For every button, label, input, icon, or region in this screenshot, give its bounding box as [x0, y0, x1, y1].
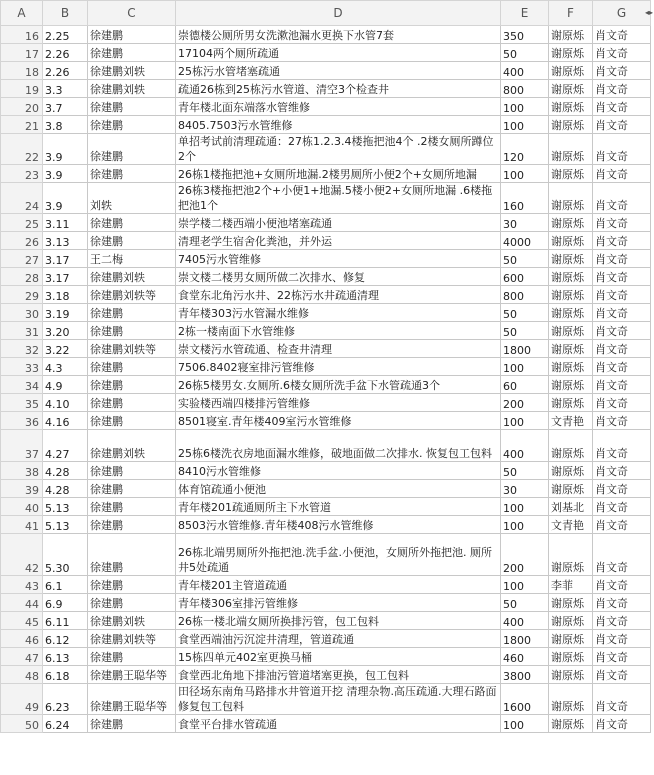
row-header[interactable]: 37: [1, 430, 43, 462]
cell-date[interactable]: 3.17: [43, 250, 88, 268]
cell-amount[interactable]: 160: [501, 183, 549, 214]
table-row: [1, 134, 651, 165]
table-row: [1, 376, 651, 394]
table-row: [1, 250, 651, 268]
cell-amount[interactable]: 100: [501, 715, 549, 733]
cell-amount[interactable]: 100: [501, 498, 549, 516]
row-header[interactable]: 24: [1, 183, 43, 214]
cell-approver[interactable]: 谢原烁: [549, 358, 593, 376]
cell-worker[interactable]: 徐建鹏: [88, 214, 176, 232]
cell-approver[interactable]: 谢原烁: [549, 44, 593, 62]
cell-date[interactable]: 3.9: [43, 183, 88, 214]
cell-description[interactable]: 体育馆疏通小便池: [176, 480, 501, 498]
cell-approver[interactable]: 谢原烁: [549, 612, 593, 630]
cell-reviewer[interactable]: 肖文奇: [593, 715, 651, 733]
cell-date[interactable]: 6.13: [43, 648, 88, 666]
cell-reviewer[interactable]: 肖文奇: [593, 340, 651, 358]
cell-amount[interactable]: 3800: [501, 666, 549, 684]
table-row: [1, 412, 651, 430]
cell-description[interactable]: 26栋5楼男女.女厕所.6楼女厕所洗手盆下水管疏通3个: [176, 376, 501, 394]
cell-worker[interactable]: 徐建鹏王聪华等: [88, 666, 176, 684]
cell-description[interactable]: 田径场东南角马路排水井管道开挖 清理杂物.高压疏通.大理石路面修复包工包料: [176, 684, 501, 715]
cell-approver[interactable]: 文青艳: [549, 516, 593, 534]
table-row: [1, 80, 651, 98]
row-header[interactable]: 25: [1, 214, 43, 232]
row-header[interactable]: 47: [1, 648, 43, 666]
cell-date[interactable]: 5.30: [43, 534, 88, 576]
cell-worker[interactable]: 徐建鹏: [88, 134, 176, 165]
row-header[interactable]: 20: [1, 98, 43, 116]
cell-approver[interactable]: 谢原烁: [549, 462, 593, 480]
row-header[interactable]: 46: [1, 630, 43, 648]
cell-description[interactable]: 25栋6楼洗衣房地面漏水维修，破地面做二次排水. 恢复包工包料: [176, 430, 501, 462]
row-header[interactable]: 18: [1, 62, 43, 80]
cell-approver[interactable]: 谢原烁: [549, 534, 593, 576]
cell-date[interactable]: 6.18: [43, 666, 88, 684]
cell-description[interactable]: 食堂平台排水管疏通: [176, 715, 501, 733]
cell-worker[interactable]: 徐建鹏: [88, 648, 176, 666]
table-row: [1, 462, 651, 480]
cell-description[interactable]: 青年楼303污水管漏水维修: [176, 304, 501, 322]
cell-date[interactable]: 3.8: [43, 116, 88, 134]
cell-approver[interactable]: 谢原烁: [549, 594, 593, 612]
cell-amount[interactable]: 50: [501, 594, 549, 612]
row-header[interactable]: 42: [1, 534, 43, 576]
cell-amount[interactable]: 100: [501, 165, 549, 183]
cell-approver[interactable]: 谢原烁: [549, 480, 593, 498]
cell-reviewer[interactable]: 肖文奇: [593, 612, 651, 630]
row-header[interactable]: 49: [1, 684, 43, 715]
cell-worker[interactable]: 徐建鹏: [88, 480, 176, 498]
row-header[interactable]: 43: [1, 576, 43, 594]
row-header[interactable]: 22: [1, 134, 43, 165]
table-row: [1, 116, 651, 134]
cell-amount[interactable]: 400: [501, 430, 549, 462]
cell-description[interactable]: 7405污水管维修: [176, 250, 501, 268]
cell-description[interactable]: 实验楼西端四楼排污管维修: [176, 394, 501, 412]
cell-approver[interactable]: 谢原烁: [549, 630, 593, 648]
cell-amount[interactable]: 100: [501, 98, 549, 116]
cell-approver[interactable]: 谢原烁: [549, 430, 593, 462]
cell-worker[interactable]: 徐建鹏: [88, 576, 176, 594]
cell-approver[interactable]: 文青艳: [549, 412, 593, 430]
cell-description[interactable]: 26栋北端男厕所外拖把池.洗手盆.小便池，女厕所外拖把池. 厕所井5处疏通: [176, 534, 501, 576]
cell-worker[interactable]: 徐建鹏: [88, 715, 176, 733]
cell-approver[interactable]: 谢原烁: [549, 26, 593, 44]
table-row: [1, 268, 651, 286]
cell-date[interactable]: 4.16: [43, 412, 88, 430]
cell-approver[interactable]: 谢原烁: [549, 232, 593, 250]
cell-approver[interactable]: 谢原烁: [549, 183, 593, 214]
cell-reviewer[interactable]: 肖文奇: [593, 232, 651, 250]
table-row: [1, 534, 651, 576]
cell-description[interactable]: 8503污水管维修.青年楼408污水管维修: [176, 516, 501, 534]
row-header[interactable]: 40: [1, 498, 43, 516]
row-header[interactable]: 44: [1, 594, 43, 612]
cell-worker[interactable]: 徐建鹏: [88, 462, 176, 480]
cell-worker[interactable]: 徐建鹏: [88, 165, 176, 183]
cell-date[interactable]: 2.26: [43, 44, 88, 62]
row-header[interactable]: 23: [1, 165, 43, 183]
cell-amount[interactable]: 50: [501, 44, 549, 62]
cell-worker[interactable]: 徐建鹏: [88, 594, 176, 612]
cell-date[interactable]: 6.1: [43, 576, 88, 594]
cell-approver[interactable]: 谢原烁: [549, 214, 593, 232]
cell-date[interactable]: 6.23: [43, 684, 88, 715]
row-header[interactable]: 26: [1, 232, 43, 250]
column-header-b[interactable]: B: [43, 1, 88, 26]
cell-description[interactable]: 8410污水管维修: [176, 462, 501, 480]
table-row: [1, 304, 651, 322]
cell-description[interactable]: 青年楼北面东端落水管维修: [176, 98, 501, 116]
table-row: [1, 340, 651, 358]
cell-reviewer[interactable]: 肖文奇: [593, 322, 651, 340]
table-row: [1, 183, 651, 214]
cell-worker[interactable]: 徐建鹏: [88, 516, 176, 534]
cell-approver[interactable]: 谢原烁: [549, 322, 593, 340]
table-row: [1, 576, 651, 594]
cell-worker[interactable]: 徐建鹏: [88, 394, 176, 412]
cell-amount[interactable]: 200: [501, 394, 549, 412]
table-row: [1, 594, 651, 612]
cell-worker[interactable]: 刘轶: [88, 183, 176, 214]
cell-amount[interactable]: 50: [501, 322, 549, 340]
cell-amount[interactable]: 4000: [501, 232, 549, 250]
cell-reviewer[interactable]: 肖文奇: [593, 430, 651, 462]
cell-approver[interactable]: 谢原烁: [549, 715, 593, 733]
cell-description[interactable]: 25栋污水管堵塞疏通: [176, 62, 501, 80]
cell-worker[interactable]: 徐建鹏: [88, 358, 176, 376]
cell-approver[interactable]: 刘基北: [549, 498, 593, 516]
column-header-c[interactable]: C: [88, 1, 176, 26]
cell-date[interactable]: 3.7: [43, 98, 88, 116]
cell-date[interactable]: 4.27: [43, 430, 88, 462]
cell-date[interactable]: 3.17: [43, 268, 88, 286]
cell-date[interactable]: 3.19: [43, 304, 88, 322]
cell-worker[interactable]: 王二梅: [88, 250, 176, 268]
column-header-d[interactable]: D: [176, 1, 501, 26]
cell-amount[interactable]: 1800: [501, 630, 549, 648]
cell-worker[interactable]: 徐建鹏: [88, 116, 176, 134]
cell-approver[interactable]: 谢原烁: [549, 340, 593, 358]
cell-approver[interactable]: 谢原烁: [549, 80, 593, 98]
table-row: [1, 98, 651, 116]
cell-worker[interactable]: 徐建鹏: [88, 98, 176, 116]
row-header[interactable]: 34: [1, 376, 43, 394]
cell-reviewer[interactable]: 肖文奇: [593, 394, 651, 412]
cell-description[interactable]: 8405.7503污水管维修: [176, 116, 501, 134]
cell-worker[interactable]: 徐建鹏刘轶等: [88, 286, 176, 304]
cell-approver[interactable]: 谢原烁: [549, 134, 593, 165]
cell-approver[interactable]: 谢原烁: [549, 165, 593, 183]
table-row: [1, 394, 651, 412]
cell-approver[interactable]: 谢原烁: [549, 304, 593, 322]
cell-approver[interactable]: 谢原烁: [549, 394, 593, 412]
cell-date[interactable]: 3.9: [43, 165, 88, 183]
cell-reviewer[interactable]: 肖文奇: [593, 183, 651, 214]
cell-reviewer[interactable]: 肖文奇: [593, 630, 651, 648]
cell-worker[interactable]: 徐建鹏: [88, 534, 176, 576]
cell-amount[interactable]: 1600: [501, 684, 549, 715]
row-header[interactable]: 45: [1, 612, 43, 630]
row-header[interactable]: 16: [1, 26, 43, 44]
column-header-e[interactable]: E: [501, 1, 549, 26]
table-body: [1, 26, 651, 733]
table-row: [1, 214, 651, 232]
table-row: [1, 430, 651, 462]
cell-description[interactable]: 青年楼201疏通厕所主下水管道: [176, 498, 501, 516]
cell-amount[interactable]: 1800: [501, 340, 549, 358]
cell-worker[interactable]: 徐建鹏: [88, 232, 176, 250]
table-row: [1, 498, 651, 516]
row-header[interactable]: 32: [1, 340, 43, 358]
cell-date[interactable]: 4.3: [43, 358, 88, 376]
cell-reviewer[interactable]: 肖文奇: [593, 358, 651, 376]
cell-date[interactable]: 3.11: [43, 214, 88, 232]
cell-date[interactable]: 2.26: [43, 62, 88, 80]
cell-reviewer[interactable]: 肖文奇: [593, 214, 651, 232]
cell-amount[interactable]: 400: [501, 62, 549, 80]
cell-date[interactable]: 3.18: [43, 286, 88, 304]
cell-description[interactable]: 崇文楼二楼男女厕所做二次排水、修复: [176, 268, 501, 286]
cell-date[interactable]: 3.9: [43, 134, 88, 165]
cell-amount[interactable]: 100: [501, 412, 549, 430]
row-header[interactable]: 28: [1, 268, 43, 286]
row-header[interactable]: 17: [1, 44, 43, 62]
cell-description[interactable]: 食堂西端油污沉淀井清理，管道疏通: [176, 630, 501, 648]
table-row: [1, 480, 651, 498]
cell-worker[interactable]: 徐建鹏: [88, 44, 176, 62]
cell-description[interactable]: 青年楼306室排污管维修: [176, 594, 501, 612]
scroll-right-icon[interactable]: ◂▸: [644, 8, 653, 17]
cell-description[interactable]: 7506.8402寝室排污管维修: [176, 358, 501, 376]
table-row: [1, 715, 651, 733]
cell-date[interactable]: 3.13: [43, 232, 88, 250]
cell-date[interactable]: 4.10: [43, 394, 88, 412]
cell-description[interactable]: 单招考试前清理疏通：27栋1.2.3.4楼拖把池4个 .2楼女厕所蹲位2个: [176, 134, 501, 165]
cell-date[interactable]: 5.13: [43, 498, 88, 516]
cell-reviewer[interactable]: 肖文奇: [593, 286, 651, 304]
cell-approver[interactable]: 谢原烁: [549, 62, 593, 80]
table-row: [1, 612, 651, 630]
cell-description[interactable]: 崇学楼二楼西端小便池堵塞疏通: [176, 214, 501, 232]
cell-amount[interactable]: 800: [501, 80, 549, 98]
cell-worker[interactable]: 徐建鹏: [88, 412, 176, 430]
table-row: [1, 684, 651, 715]
cell-amount[interactable]: 50: [501, 462, 549, 480]
cell-description[interactable]: 崇德楼公厕所男女洗漱池漏水更换下水管7套: [176, 26, 501, 44]
row-header[interactable]: 19: [1, 80, 43, 98]
cell-date[interactable]: 6.9: [43, 594, 88, 612]
cell-approver[interactable]: 谢原烁: [549, 666, 593, 684]
cell-amount[interactable]: 600: [501, 268, 549, 286]
cell-worker[interactable]: 徐建鹏: [88, 322, 176, 340]
cell-amount[interactable]: 30: [501, 480, 549, 498]
cell-reviewer[interactable]: 肖文奇: [593, 594, 651, 612]
cell-date[interactable]: 6.12: [43, 630, 88, 648]
table-row: [1, 62, 651, 80]
cell-amount[interactable]: 50: [501, 250, 549, 268]
cell-worker[interactable]: 徐建鹏刘轶等: [88, 340, 176, 358]
row-header[interactable]: 41: [1, 516, 43, 534]
cell-description[interactable]: 清理老学生宿舍化粪池，并外运: [176, 232, 501, 250]
cell-date[interactable]: 6.11: [43, 612, 88, 630]
cell-description[interactable]: 17104两个厕所疏通: [176, 44, 501, 62]
cell-description[interactable]: 崇文楼污水管疏通、检查井清理: [176, 340, 501, 358]
cell-reviewer[interactable]: 肖文奇: [593, 376, 651, 394]
cell-reviewer[interactable]: 肖文奇: [593, 80, 651, 98]
cell-worker[interactable]: 徐建鹏王聪华等: [88, 684, 176, 715]
cell-description[interactable]: 8501寝室.青年楼409室污水管维修: [176, 412, 501, 430]
cell-reviewer[interactable]: 肖文奇: [593, 516, 651, 534]
row-header[interactable]: 35: [1, 394, 43, 412]
table-row: [1, 666, 651, 684]
cell-worker[interactable]: 徐建鹏刘轶: [88, 612, 176, 630]
row-header[interactable]: 39: [1, 480, 43, 498]
cell-reviewer[interactable]: 肖文奇: [593, 576, 651, 594]
column-header-f[interactable]: F: [549, 1, 593, 26]
cell-reviewer[interactable]: 肖文奇: [593, 304, 651, 322]
cell-amount[interactable]: 100: [501, 516, 549, 534]
cell-description[interactable]: 食堂西北角地下排油污管道堵塞更换，包工包料: [176, 666, 501, 684]
cell-approver[interactable]: 谢原烁: [549, 268, 593, 286]
cell-worker[interactable]: 徐建鹏: [88, 376, 176, 394]
cell-amount[interactable]: 100: [501, 358, 549, 376]
cell-reviewer[interactable]: 肖文奇: [593, 250, 651, 268]
cell-reviewer[interactable]: 肖文奇: [593, 98, 651, 116]
table-row: [1, 358, 651, 376]
row-header[interactable]: 36: [1, 412, 43, 430]
cell-date[interactable]: 3.20: [43, 322, 88, 340]
cell-amount[interactable]: 350: [501, 26, 549, 44]
table-row: [1, 322, 651, 340]
row-header[interactable]: 29: [1, 286, 43, 304]
cell-approver[interactable]: 谢原烁: [549, 250, 593, 268]
cell-reviewer[interactable]: 肖文奇: [593, 134, 651, 165]
cell-date[interactable]: 3.3: [43, 80, 88, 98]
cell-amount[interactable]: 460: [501, 648, 549, 666]
column-header-g[interactable]: G: [593, 1, 651, 26]
row-header[interactable]: 38: [1, 462, 43, 480]
cell-amount[interactable]: 100: [501, 576, 549, 594]
cell-reviewer[interactable]: 肖文奇: [593, 666, 651, 684]
table-row: [1, 286, 651, 304]
cell-reviewer[interactable]: 肖文奇: [593, 26, 651, 44]
row-header[interactable]: 50: [1, 715, 43, 733]
column-header-a[interactable]: A: [1, 1, 43, 26]
table-row: [1, 44, 651, 62]
row-header[interactable]: 33: [1, 358, 43, 376]
cell-reviewer[interactable]: 肖文奇: [593, 648, 651, 666]
cell-approver[interactable]: 谢原烁: [549, 116, 593, 134]
cell-reviewer[interactable]: 肖文奇: [593, 684, 651, 715]
cell-approver[interactable]: 谢原烁: [549, 98, 593, 116]
cell-amount[interactable]: 50: [501, 304, 549, 322]
cell-date[interactable]: 5.13: [43, 516, 88, 534]
cell-reviewer[interactable]: 肖文奇: [593, 498, 651, 516]
cell-reviewer[interactable]: 肖文奇: [593, 534, 651, 576]
cell-worker[interactable]: 徐建鹏刘轶: [88, 80, 176, 98]
cell-amount[interactable]: 60: [501, 376, 549, 394]
cell-approver[interactable]: 谢原烁: [549, 376, 593, 394]
cell-worker[interactable]: 徐建鹏刘轶: [88, 430, 176, 462]
cell-approver[interactable]: 谢原烁: [549, 684, 593, 715]
cell-approver[interactable]: 李菲: [549, 576, 593, 594]
cell-date[interactable]: 4.28: [43, 480, 88, 498]
table-row: [1, 165, 651, 183]
cell-reviewer[interactable]: 肖文奇: [593, 462, 651, 480]
table-row: [1, 648, 651, 666]
row-header[interactable]: 31: [1, 322, 43, 340]
cell-date[interactable]: 3.22: [43, 340, 88, 358]
cell-approver[interactable]: 谢原烁: [549, 648, 593, 666]
cell-amount[interactable]: 200: [501, 534, 549, 576]
cell-worker[interactable]: 徐建鹏: [88, 498, 176, 516]
cell-worker[interactable]: 徐建鹏刘轶: [88, 62, 176, 80]
cell-reviewer[interactable]: 肖文奇: [593, 116, 651, 134]
cell-description[interactable]: 食堂东北角污水井、22栋污水井疏通清理: [176, 286, 501, 304]
cell-reviewer[interactable]: 肖文奇: [593, 412, 651, 430]
cell-worker[interactable]: 徐建鹏: [88, 26, 176, 44]
cell-description[interactable]: 疏通26栋到25栋污水管道、清空3个检查井: [176, 80, 501, 98]
cell-worker[interactable]: 徐建鹏刘轶等: [88, 630, 176, 648]
cell-reviewer[interactable]: 肖文奇: [593, 268, 651, 286]
cell-description[interactable]: 青年楼201主管道疏通: [176, 576, 501, 594]
cell-amount[interactable]: 30: [501, 214, 549, 232]
row-header[interactable]: 27: [1, 250, 43, 268]
cell-description[interactable]: 15栋四单元402室更换马桶: [176, 648, 501, 666]
cell-reviewer[interactable]: 肖文奇: [593, 480, 651, 498]
cell-description[interactable]: 26栋1楼拖把池+女厕所地漏.2楼男厕所小便2个+女厕所地漏: [176, 165, 501, 183]
cell-date[interactable]: 4.9: [43, 376, 88, 394]
cell-date[interactable]: 4.28: [43, 462, 88, 480]
cell-reviewer[interactable]: 肖文奇: [593, 62, 651, 80]
table-row: [1, 630, 651, 648]
row-header[interactable]: 30: [1, 304, 43, 322]
cell-approver[interactable]: 谢原烁: [549, 286, 593, 304]
cell-amount[interactable]: 100: [501, 116, 549, 134]
table-row: [1, 516, 651, 534]
table-row: [1, 26, 651, 44]
cell-date[interactable]: 6.24: [43, 715, 88, 733]
cell-reviewer[interactable]: 肖文奇: [593, 44, 651, 62]
row-header[interactable]: 48: [1, 666, 43, 684]
cell-reviewer[interactable]: 肖文奇: [593, 165, 651, 183]
cell-amount[interactable]: 400: [501, 612, 549, 630]
table-row: [1, 232, 651, 250]
cell-worker[interactable]: 徐建鹏刘轶: [88, 268, 176, 286]
cell-date[interactable]: 2.25: [43, 26, 88, 44]
column-header-row: [1, 1, 651, 26]
cell-description[interactable]: 26栋一楼北端女厕所换排污管，包工包料: [176, 612, 501, 630]
cell-worker[interactable]: 徐建鹏: [88, 304, 176, 322]
cell-amount[interactable]: 120: [501, 134, 549, 165]
row-header[interactable]: 21: [1, 116, 43, 134]
cell-description[interactable]: 26栋3楼拖把池2个+小便1+地漏.5楼小便2+女厕所地漏 .6楼拖把池1个: [176, 183, 501, 214]
cell-description[interactable]: 2栋一楼南面下水管维修: [176, 322, 501, 340]
cell-amount[interactable]: 800: [501, 286, 549, 304]
